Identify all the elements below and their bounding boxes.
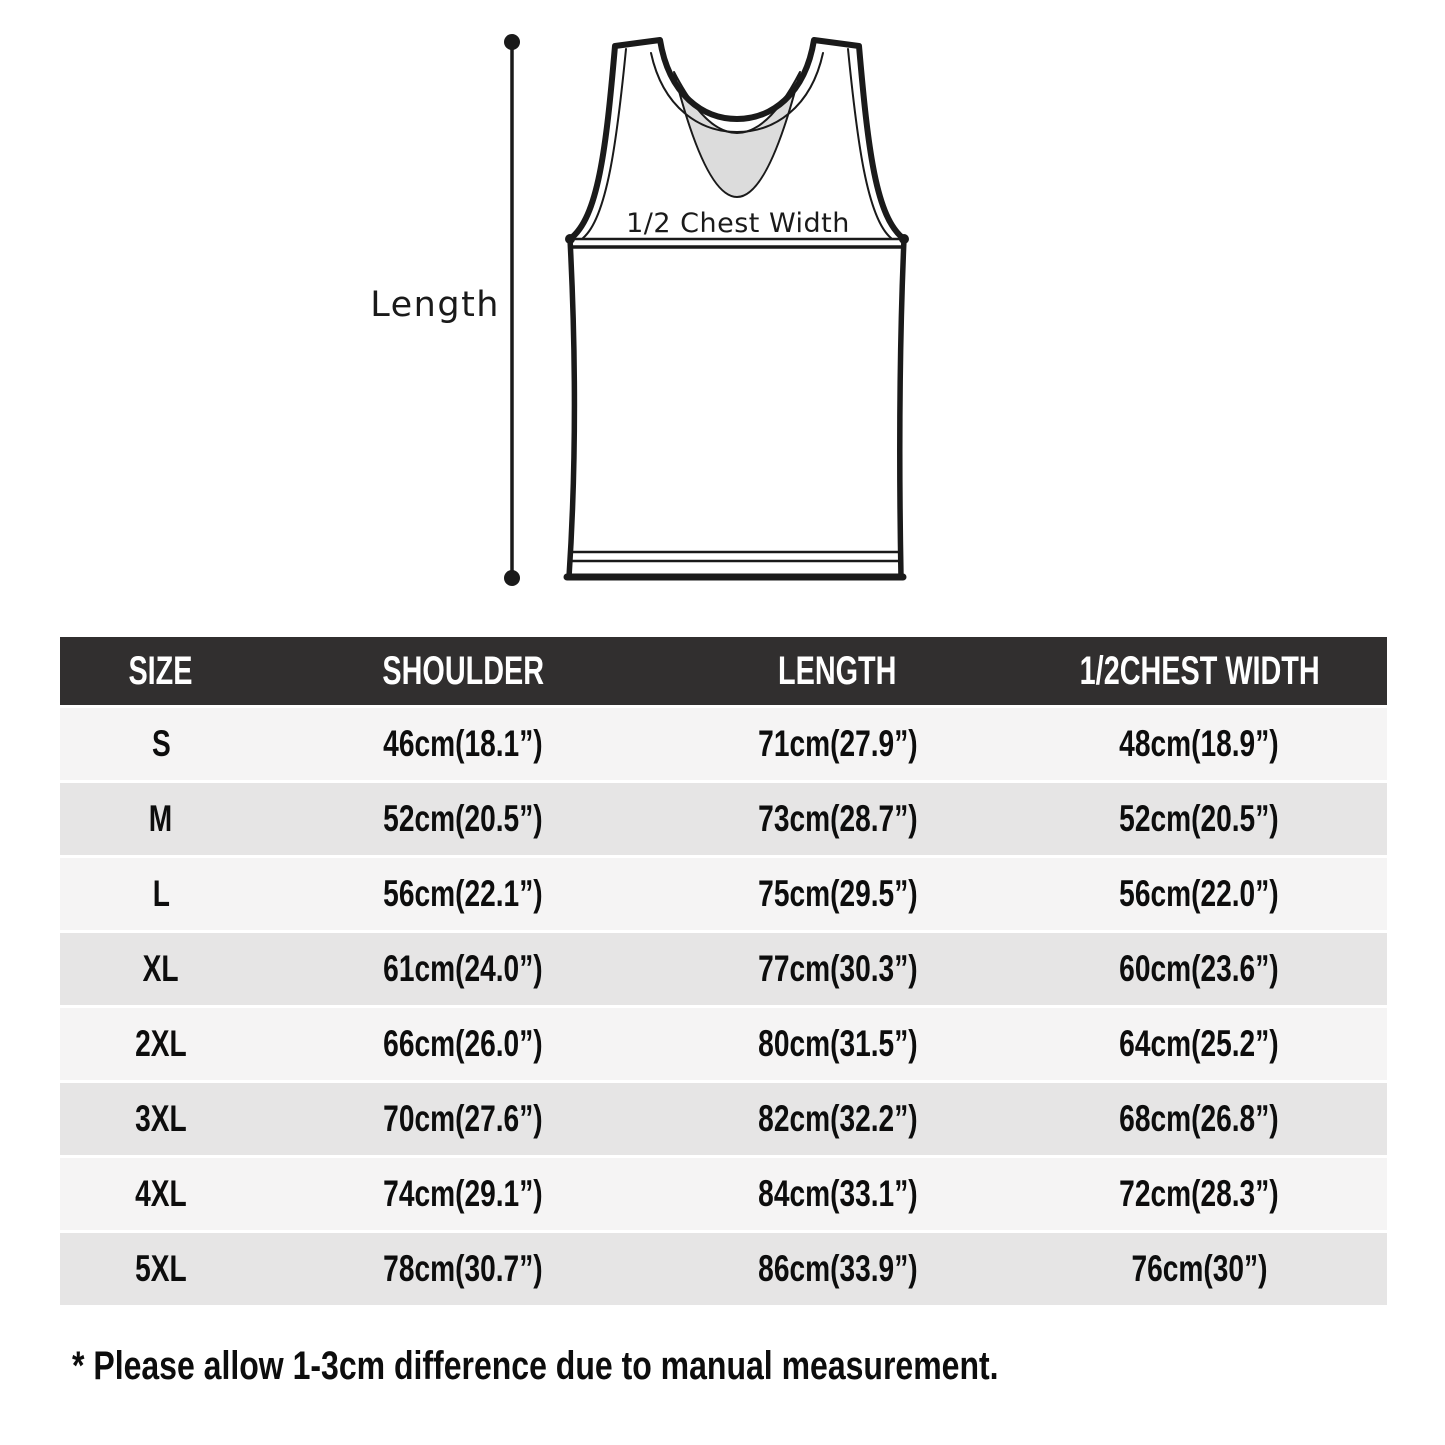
header-shoulder: SHOULDER xyxy=(381,648,544,693)
size-table xyxy=(60,637,1387,1305)
tanktop-diagram xyxy=(0,0,1445,625)
measurement-disclaimer: * Please allow 1-3cm difference due to manual measurement. xyxy=(72,1344,999,1388)
cell-length: 84cm(33.1”) xyxy=(757,1173,918,1214)
cell-chest: 52cm(20.5”) xyxy=(1119,798,1279,839)
cell-shoulder: 66cm(26.0”) xyxy=(383,1023,543,1064)
cell-shoulder: 52cm(20.5”) xyxy=(383,798,543,839)
cell-length: 73cm(28.7”) xyxy=(757,798,918,839)
cell-length: 80cm(31.5”) xyxy=(757,1023,918,1064)
cell-size: XL xyxy=(142,948,179,989)
cell-chest: 60cm(23.6”) xyxy=(1119,948,1279,989)
cell-shoulder: 56cm(22.1”) xyxy=(383,873,543,914)
cell-chest: 68cm(26.8”) xyxy=(1119,1098,1279,1139)
cell-shoulder: 74cm(29.1”) xyxy=(383,1173,543,1214)
length-label: Length xyxy=(370,285,500,325)
cell-size: S xyxy=(151,723,171,764)
cell-length: 75cm(29.5”) xyxy=(757,873,918,914)
table-row xyxy=(60,783,1387,855)
cell-shoulder: 70cm(27.6”) xyxy=(383,1098,543,1139)
cell-length: 71cm(27.9”) xyxy=(757,723,918,764)
cell-chest: 76cm(30”) xyxy=(1131,1248,1268,1289)
tanktop-drawing xyxy=(0,0,1445,625)
left-side-seam xyxy=(569,239,574,577)
cell-shoulder: 61cm(24.0”) xyxy=(383,948,543,989)
measure-dot-bottom xyxy=(504,570,520,586)
table-row xyxy=(60,1158,1387,1230)
header-chest-width: 1/2CHEST WIDTH xyxy=(1079,648,1320,693)
header-size: SIZE xyxy=(128,648,193,693)
cell-chest: 48cm(18.9”) xyxy=(1119,723,1279,764)
table-row xyxy=(60,1233,1387,1305)
cell-size: 2XL xyxy=(135,1023,187,1064)
right-side-seam xyxy=(900,239,904,577)
table-row xyxy=(60,1083,1387,1155)
cell-size: L xyxy=(152,873,170,914)
cell-chest: 72cm(28.3”) xyxy=(1119,1173,1279,1214)
cell-chest: 64cm(25.2”) xyxy=(1119,1023,1279,1064)
chest-width-label: 1/2 Chest Width xyxy=(626,208,850,239)
table-row xyxy=(60,708,1387,780)
cell-size: 4XL xyxy=(135,1173,187,1214)
cell-size: 5XL xyxy=(135,1248,187,1289)
cell-chest: 56cm(22.0”) xyxy=(1119,873,1279,914)
cell-shoulder: 46cm(18.1”) xyxy=(383,723,543,764)
length-measure-line xyxy=(504,34,520,586)
table-row xyxy=(60,858,1387,930)
table-header-row xyxy=(60,637,1387,705)
cell-size: 3XL xyxy=(135,1098,187,1139)
cell-shoulder: 78cm(30.7”) xyxy=(383,1248,543,1289)
cell-length: 82cm(32.2”) xyxy=(757,1098,918,1139)
cell-size: M xyxy=(149,798,173,839)
cell-length: 77cm(30.3”) xyxy=(757,948,918,989)
header-length: LENGTH xyxy=(778,648,897,693)
table-row xyxy=(60,1008,1387,1080)
measure-dot-top xyxy=(504,34,520,50)
cell-length: 86cm(33.9”) xyxy=(757,1248,918,1289)
neck-opening-shade xyxy=(674,72,800,197)
table-row xyxy=(60,933,1387,1005)
